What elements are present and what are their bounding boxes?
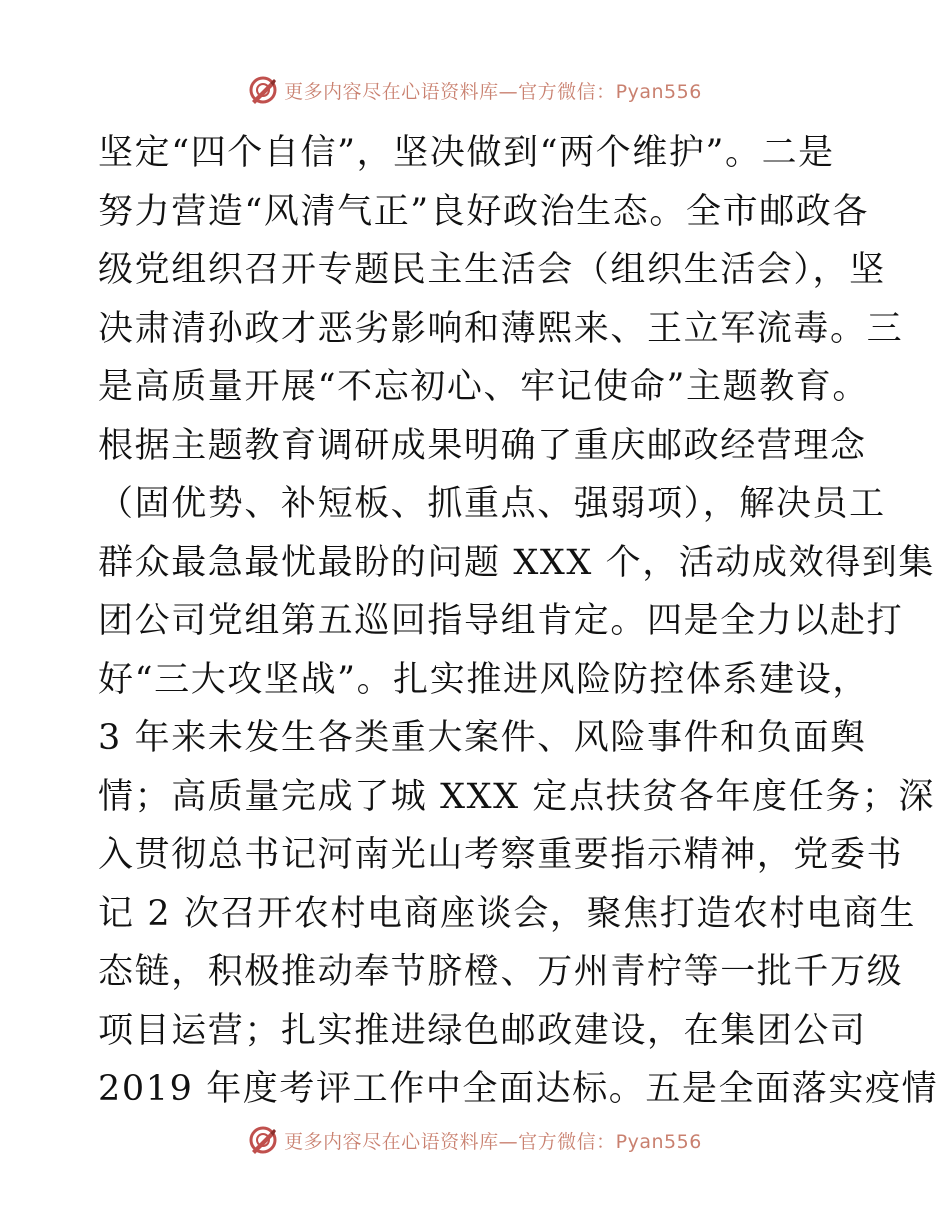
body-line: 项目运营；扎实推进绿色邮政建设，在集团公司 (98, 1010, 867, 1051)
body-line: 2019 年度考评工作中全面达标。五是全面落实疫情 (98, 1069, 939, 1109)
body-line: 记 2 次召开农村电商座谈会，聚焦打造农村电商生 (98, 893, 916, 934)
body-line: 好“三大攻坚战”。扎实推进风险防控体系建设， (98, 659, 869, 700)
body-line: 努力营造“风清气正”良好政治生态。全市邮政各 (98, 191, 869, 232)
footer-watermark (0, 1122, 950, 1158)
body-line: 团公司党组第五巡回指导组肯定。四是全力以赴打 (98, 601, 904, 641)
watermark-text: 更多内容尽在心语资料库—官方微信：Pyan556 (284, 1130, 702, 1153)
header-watermark (0, 72, 950, 108)
body-line: 级党组织召开专题民主生活会（组织生活会），坚 (98, 250, 886, 290)
body-line: 情；高质量完成了城 XXX 定点扶贫各年度任务；深 (98, 776, 936, 817)
document-body (98, 124, 939, 1119)
pen-logo-icon (248, 1125, 278, 1155)
body-line: 3 年来未发生各类重大案件、风险事件和负面舆 (98, 718, 867, 758)
body-line: （固优势、补短板、抓重点、强弱项），解决员工 (98, 484, 886, 524)
pen-logo-icon (248, 75, 278, 105)
body-line: 入贯彻总书记河南光山考察重要指示精神，党委书 (98, 835, 904, 875)
body-line: 根据主题教育调研成果明确了重庆邮政经营理念 (98, 425, 867, 466)
body-line: 群众最急最忧最盼的问题 XXX 个，活动成效得到集 (98, 542, 936, 583)
body-line: 决肃清孙政才恶劣影响和薄熙来、王立军流毒。三 (98, 308, 904, 349)
body-line: 态链，积极推动奉节脐橙、万州青柠等一批千万级 (98, 952, 904, 992)
watermark-text: 更多内容尽在心语资料库—官方微信：Pyan556 (284, 80, 702, 103)
body-line: 坚定“四个自信”，坚决做到“两个维护”。二是 (98, 133, 835, 173)
body-line: 是高质量开展“不忘初心、牢记使命”主题教育。 (98, 367, 869, 407)
